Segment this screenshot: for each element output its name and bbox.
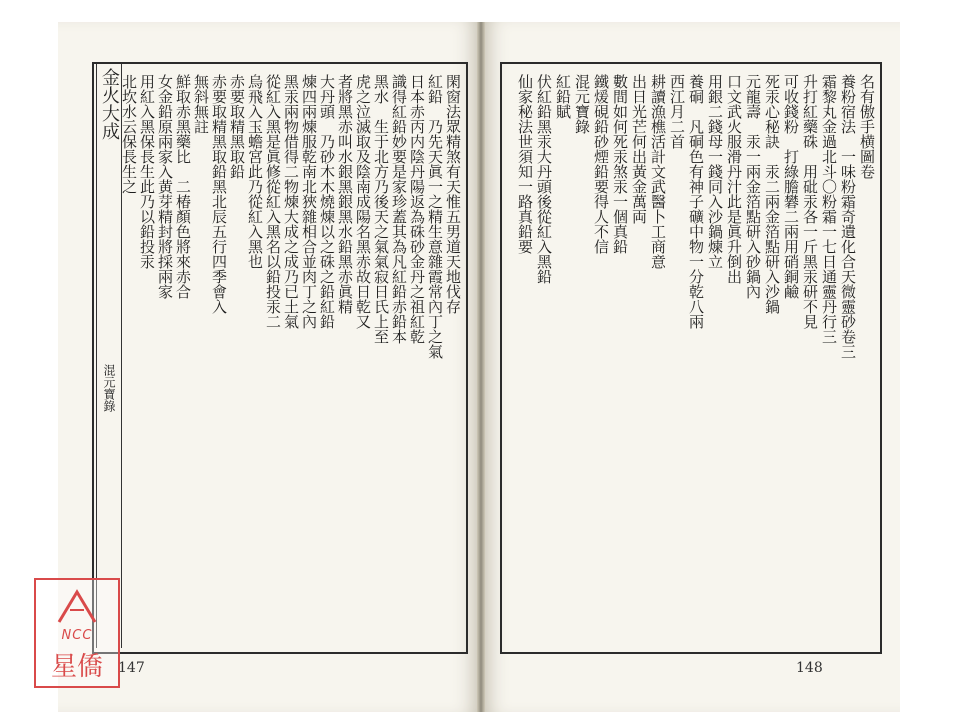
side-title: 金火大成 — [99, 68, 120, 140]
right-column-7: 元龍壽 汞一兩金箔點研入砂鍋內 — [744, 74, 762, 299]
left-column-15: 無斜無註 — [192, 74, 210, 134]
left-column-8: 大丹頭 乃砂木木燒煉以之硃之鉛紅鉛 — [318, 74, 336, 329]
right-column-9: 用銀二錢母一錢同入沙鍋煉立 — [706, 74, 724, 269]
stamp-name-text: 星僑 — [50, 652, 103, 682]
left-column-18: 用紅入黑保長生此乃以鉛投汞 — [138, 74, 156, 269]
left-column-2: 紅鉛 乃先天眞一之精生意雜霞常內丁之氣 — [426, 74, 444, 359]
left-column-12: 烏飛入玉蟾宮此乃從紅入黑也 — [246, 74, 264, 269]
right-column-5: 可收錢粉 打綠膽礬二兩用硝銅鹼 — [782, 74, 800, 299]
left-column-6: 虎之泣滅取及陰南成陽名黑赤故日乾又 — [354, 74, 372, 329]
left-column-1: 閑窗法眾精煞有天惟五男道天地伐存 — [444, 74, 462, 314]
left-column-5: 黑水 生于北方乃後天之氣氣寂日氏上至 — [372, 74, 390, 344]
stamp-ncc-text: NCC — [61, 628, 93, 643]
right-column-8: 口文武火服滑丹汁此是眞升倒出 — [725, 74, 743, 284]
right-column-3: 霜黎丸金過北斗〇粉霜一七日通靈丹行三 — [820, 74, 838, 344]
left-column-10: 黑汞兩物借得二物煉大成之成乃已土氣 — [282, 74, 300, 329]
left-page-number: 147 — [118, 660, 145, 676]
left-column-13: 赤要取精黑取鉛 — [228, 74, 246, 179]
right-column-11: 西江月二首 — [668, 74, 686, 149]
left-column-17: 女金鉛原兩家入黄芽精封將採兩家 — [156, 74, 174, 299]
right-column-18: 伏紅鉛黑汞大丹頭後從紅入黑鉛 — [535, 74, 553, 284]
side-subtitle: 混元寶錄 — [102, 364, 116, 412]
right-column-19: 仙家秘法世須知一路真鉛要 — [516, 74, 534, 254]
right-column-4: 升打紅藥硃 用砒汞各一斤黑汞研不見 — [801, 74, 819, 329]
left-column-14: 赤要取精黑取鉛黑北辰五行四季會入 — [210, 74, 228, 314]
right-column-1: 名有傲手横圖卷 — [858, 74, 876, 179]
left-column-19: 北坎水云保長生之 — [120, 74, 138, 194]
ncc-watermark-stamp — [34, 578, 120, 688]
left-column-3: 日本赤丙内陰丹陽返為硃砂金丹之祖紅乾 — [408, 74, 426, 344]
right-page-number: 148 — [796, 660, 823, 676]
right-column-12: 耕讀漁樵活計文武醫卜工商意 — [649, 74, 667, 269]
left-column-9: 煉四兩煉服乾南北狹雜相合並肉丁之內 — [300, 74, 318, 329]
left-column-7: 者將黑赤叫水銀黑銀黑水鉛黑赤眞精 — [336, 74, 354, 314]
right-column-13: 出日光芒何出黃金萬両 — [630, 74, 648, 224]
left-column-16: 鮮取赤黑藥比 二椿顏色將來赤合 — [174, 74, 192, 299]
right-column-15: 鐵煖硯鉛砂煙鉛要得人不信 — [592, 74, 610, 254]
right-column-14: 數間如何死汞煞汞一個真鉛 — [611, 74, 629, 254]
right-column-10: 養硐 凡硐色有神子礦中物一分乾八兩 — [687, 74, 705, 329]
left-column-11: 從紅入黑是眞修從紅入黑名以鉛投汞二 — [264, 74, 282, 329]
right-column-17: 紅鉛賦 — [554, 74, 572, 119]
book-gutter — [477, 22, 485, 712]
left-column-4: 識得紅鉛妙要是家珍蓋其為凡紅鉛赤鉛本 — [390, 74, 408, 344]
right-column-6: 死汞心秘訣 汞二兩金箔點研入沙鍋 — [763, 74, 781, 314]
right-column-16: 混元寶錄 — [573, 74, 591, 134]
right-column-2: 養粉宿法 一味粉霜奇遺化合天微靈砂卷三 — [839, 74, 857, 359]
house-roof-icon — [56, 586, 98, 626]
